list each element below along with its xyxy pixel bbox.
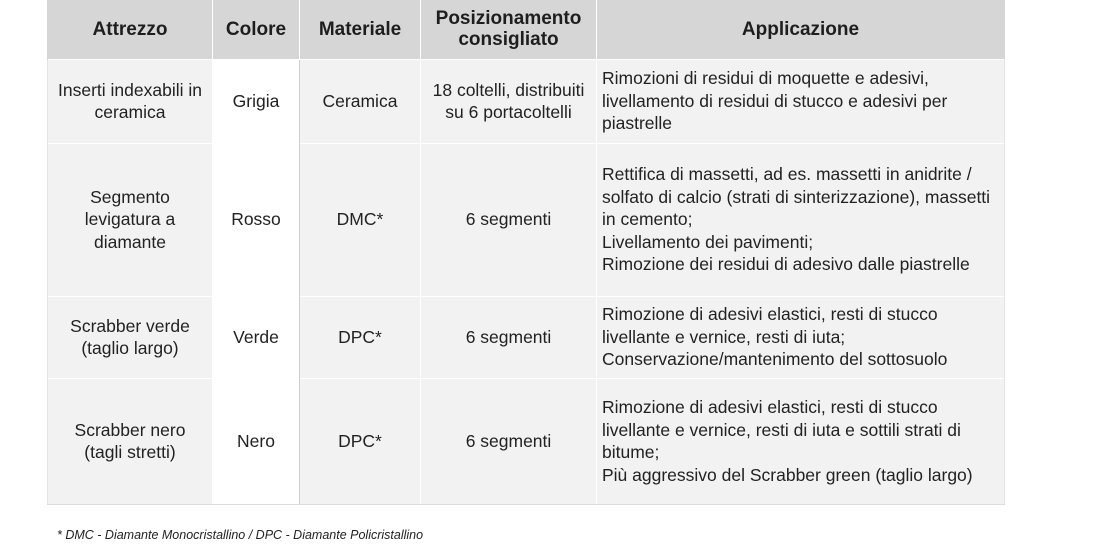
table-row bbox=[48, 296, 1005, 378]
cell-position: 18 coltelli, distribuiti su 6 portacoltelli bbox=[421, 59, 597, 143]
table-row bbox=[48, 59, 1005, 143]
cell-material: DMC* bbox=[300, 143, 421, 296]
application-line: Rimozione di adesivi elastici, resti di stucco livellante e vernice, resti di iuta e sottili strati di bitume; bbox=[602, 397, 961, 462]
header-material: Materiale bbox=[300, 0, 421, 59]
application-line: Conservazione/mantenimento del sottosuolo bbox=[602, 349, 948, 370]
cell-tool: Scrabber verde (taglio largo) bbox=[48, 296, 213, 378]
footnote: * DMC - Diamante Monocristallino / DPC - Diamante Policristallino bbox=[57, 528, 424, 542]
cell-material: DPC* bbox=[300, 296, 421, 378]
cell-material: Ceramica bbox=[300, 59, 421, 143]
cell-position: 6 segmenti bbox=[421, 143, 597, 296]
table-row bbox=[48, 378, 1005, 504]
cell-application bbox=[597, 296, 1005, 378]
cell-tool: Inserti indexabili in ceramica bbox=[48, 59, 213, 143]
application-line: Rimozione dei residui di adesivo dalle piastrelle bbox=[602, 254, 970, 275]
application-line: Più aggressivo del Scrabber green (taglio largo) bbox=[602, 464, 973, 485]
application-line: Livellamento dei pavimenti; bbox=[602, 231, 814, 252]
table-row bbox=[48, 143, 1005, 296]
cell-position: 6 segmenti bbox=[421, 296, 597, 378]
header-color: Colore bbox=[213, 0, 300, 59]
application-line: Rimozioni di residui di moquette e adesivi, livellamento di residui di stucco e adesivi per piastrelle bbox=[602, 68, 948, 134]
cell-tool: Segmento levigatura a diamante bbox=[48, 143, 213, 296]
cell-color: Rosso bbox=[213, 143, 300, 296]
cell-position: 6 segmenti bbox=[421, 378, 597, 504]
header-tool: Attrezzo bbox=[48, 0, 213, 59]
header-application: Applicazione bbox=[597, 0, 1005, 59]
cell-color: Nero bbox=[213, 378, 300, 504]
header-row bbox=[48, 0, 1005, 59]
application-line: Rimozione di adesivi elastici, resti di stucco livellante e vernice, resti di iuta; bbox=[602, 304, 938, 347]
cell-application bbox=[597, 59, 1005, 143]
application-line: Rettifica di massetti, ad es. massetti in anidrite / solfato di calcio (strati di sinterizzazione), massetti in cemento; bbox=[602, 164, 991, 230]
header-position: Posizionamento consigliato bbox=[421, 0, 597, 59]
cell-application bbox=[597, 378, 1005, 504]
cell-application bbox=[597, 143, 1005, 296]
cell-color: Grigia bbox=[213, 59, 300, 143]
cell-material: DPC* bbox=[300, 378, 421, 504]
tools-table bbox=[47, 0, 1005, 505]
cell-color: Verde bbox=[213, 296, 300, 378]
cell-tool: Scrabber nero (tagli stretti) bbox=[48, 378, 213, 504]
